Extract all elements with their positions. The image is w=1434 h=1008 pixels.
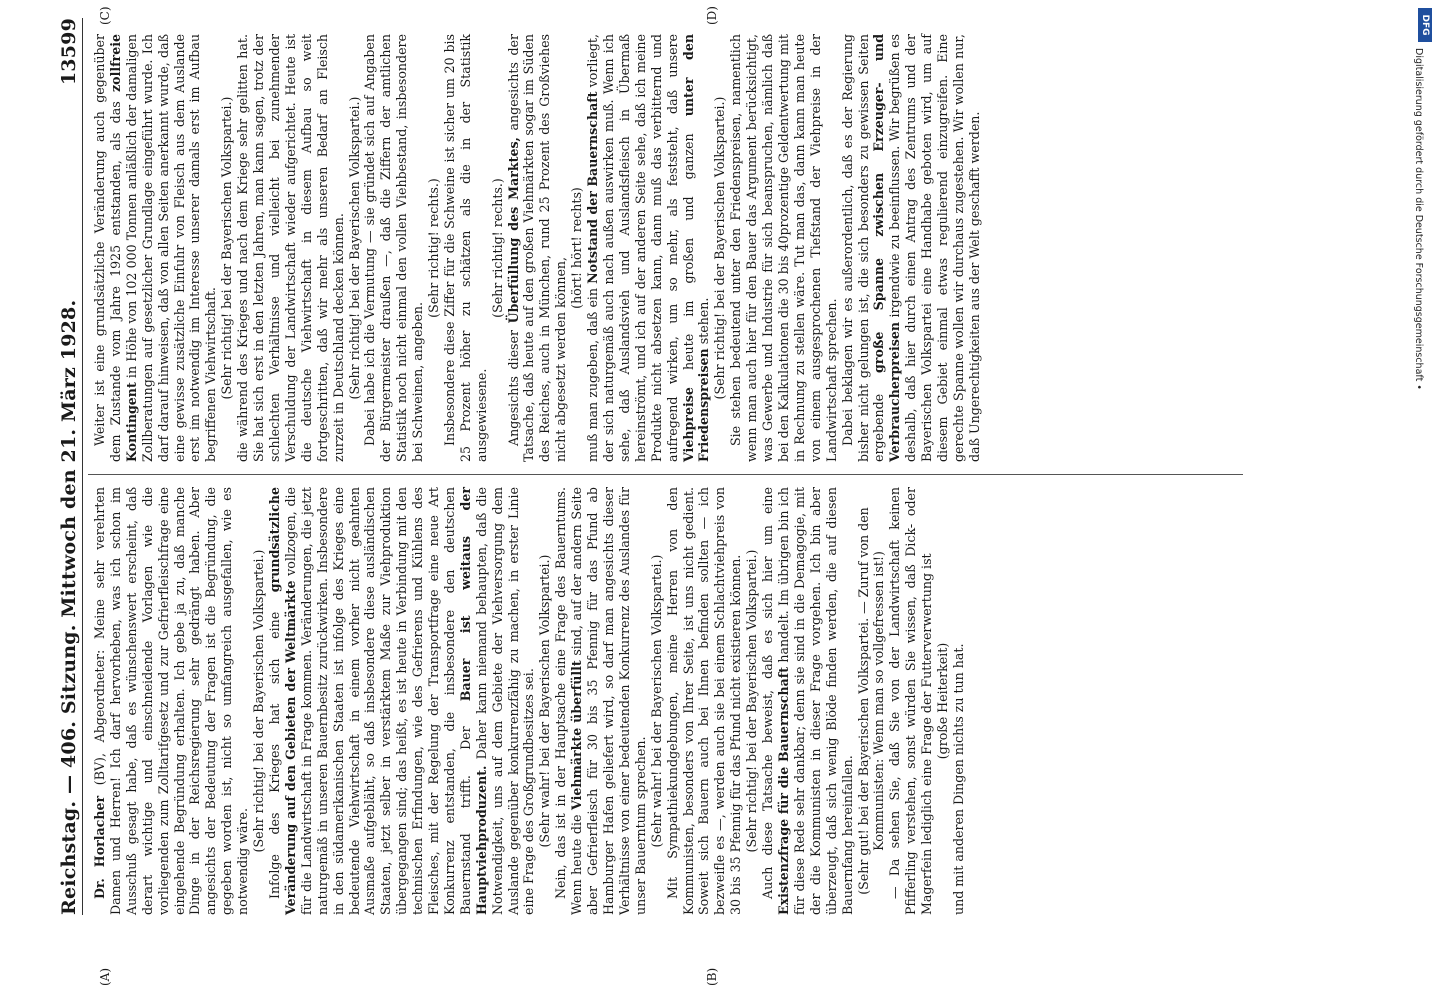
- margin-mark-b: (B): [705, 967, 719, 986]
- paragraph: [92, 34, 219, 462]
- dfg-logo-text: DFG: [1420, 14, 1430, 36]
- interjection: (Sehr richtig! rechts.): [489, 178, 505, 318]
- text: angesichts der Tatsache, daß heute auf den großen Viehmärkten sogar im Süden des Reiches, auch in München, rund 25 Prozent des Großviehes nicht abgesetzt werden können,: [505, 34, 569, 462]
- paragraph-text: (BV), Abgeordneter: Meine sehr verehrten Damen und Herren! Ich darf hervorheben, was ich schon im Ausschuß gesagt habe, daß es wünschenswert erscheint, daß derart wichtige und einschneidende Vorlagen wie die vorliegenden zum Zolltarifgesetz und zur Gefrierfleischfrage eine eingehende Begründung erhalten. Ich gebe ja zu, daß manche Dinge in der Reichsregierung sehr gedrängt haben. Aber angesichts der Bedeutung der Fragen ist die Begründung, die gegeben worden ist, nicht so umfangreich ausgefallen, wie es notwendig wäre.: [92, 487, 251, 915]
- left-column: [92, 487, 967, 915]
- text: vorliegt, der sich naturgemäß auch nach außen auswirken muß. Wenn ich sehe, daß Auslandsvieh und Auslandsfleisch in Übermaß hereinströmt, und ich auf der anderen Seite sehe, daß ich meine Produkte nicht absetzen kann, dann muß das verbitternd und aufregend wirken, um so mehr, als feststeht, daß unsere: [585, 34, 680, 462]
- paragraph: Sie stehen bedeutend unter den Friedenspreisen, namentlich wenn man auch hier für den Bauer das Argument berücksichtigt, was Gewerbe und Industrie für sich beanspruchen, nämlich daß bei den Kalkulationen die 30 bis 40prozentige Geldentwertung mit in Rechnung zu stellen wäre. Tut man das, dann kann man heute von einem ausgesprochenen Tiefstand der Viehpreise in der Landwirtschaft sprechen.: [728, 34, 839, 462]
- emphasis: große Spanne zwischen Erzeuger- und Verbraucherpreisen: [871, 34, 903, 462]
- emphasis: unter den Friedenspreisen: [680, 33, 712, 462]
- rotated-page: [40, 0, 1380, 1000]
- interjection: (Sehr richtig! bei der Bayerischen Volkspartei.): [251, 549, 267, 853]
- paragraph: [92, 487, 251, 915]
- paragraph: [506, 34, 570, 462]
- digitization-note-text: Digitalisierung gefördert durch die Deutsche Forschungsgemeinschaft •: [1413, 48, 1424, 390]
- interjection: (Sehr gut! bei der Bayerischen Volkspartei. — Zuruf von den Kommunisten: Wenn man so vollgefressen ist!): [855, 507, 887, 895]
- text: heute im großen und ganzen: [680, 116, 696, 388]
- text: Weiter ist eine grundsätzliche Veränderung auch gegenüber dem Zustande vom Jahre 1925 entstanden, als das: [92, 34, 123, 462]
- text: Auch diese Tatsache beweist, daß es sich hier um eine: [760, 487, 776, 899]
- paragraph: [585, 34, 712, 462]
- paragraph: Dabei habe ich die Vermutung — sie gründet sich auf Angaben der Bürgermeister draußen —, daß die Ziffern der amtlichen Statistik noch nicht einmal den vollen Viehbestand, insbesondere bei Schweinen, angeben.: [362, 34, 426, 462]
- text: Nein, das ist in der Hauptsache eine Frage des Bauerntums. Wenn heute die: [553, 487, 585, 915]
- margin-mark-d: (D): [705, 6, 719, 25]
- emphasis: Überfüllung des Marktes,: [505, 137, 521, 324]
- paragraph: und mit anderen Dingen nichts zu tun hat.: [950, 643, 966, 915]
- interjection: (Sehr richtig! bei der Bayerischen Volkspartei.): [219, 96, 235, 400]
- interjection: (Sehr wahr! bei der Bayerischen Volkspartei.): [648, 554, 664, 848]
- interjection: (hört! hört! rechts): [569, 187, 585, 309]
- paragraph: [760, 487, 855, 915]
- text: in Höhe von 102 000 Tonnen anläßlich der damaligen Zollberatungen auf gesetzlicher Grundlage eingeführt wurde. Ich darf darauf hinweisen, daß von allen Seiten anerkannt wurde, daß eine gewisse zusätzliche Einfuhr von Fleisch aus dem Auslande erst im notwendig im Interesse unserer damals erst im Aufbau begriffenen Viehwirtschaft.: [123, 34, 219, 462]
- interjection: (Sehr wahr! bei der Bayerischen Volkspartei.): [537, 554, 553, 848]
- paragraph: Insbesondere diese Ziffer für die Schweine ist sicher um 20 bis 25 Prozent höher zu schätzen als die in der Statistik ausgewiesene.: [441, 34, 489, 462]
- paragraph: Mit Sympathiekundgebungen, meine Herren von den Kommunisten, besonders von Ihrer Seite, ist uns nicht gedient. Soweit sich Bauern auch bei Ihnen befinden sollten — ich bezweifle es —, werden auch sie bei einem Schlachtviehpreis von 30 bis 35 Pfennig für das Pfund nicht existieren können.: [664, 487, 744, 915]
- emphasis: Notstand der Bauernschaft: [585, 91, 601, 284]
- interjection: (Sehr richtig! bei der Bayerischen Volkspartei.): [346, 96, 362, 400]
- emphasis: Viehpreise: [680, 387, 696, 462]
- paragraph: [267, 487, 537, 915]
- text: Dabei beklagen wir es außerordentlich, daß es der Regierung bisher nicht gelungen ist, die sich besonders zu gewissen Seiten ergebende: [839, 34, 887, 462]
- page-title: Reichstag. — 406. Sitzung. Mittwoch den 21. März 1928.: [58, 299, 80, 915]
- text: stehen.: [696, 297, 712, 349]
- paragraph: die während des Krieges und nach dem Kriege sehr gelitten hat. Sie hat sich erst in den letzten Jahren, man kann sagen, trotz der schlechten Verhältnisse und vielleicht bei zunehmender Verschuldung der Landwirtschaft wieder aufgerichtet. Heute ist die deutsche Viehwirtschaft in diesem Aufbau so weit fortgeschritten, daß wir mehr als unseren Bedarf an Fleisch zurzeit in Deutschland decken können.: [235, 34, 346, 462]
- text: Angesichts dieser: [505, 323, 521, 446]
- text: Infolge des Krieges hat sich eine: [266, 592, 282, 899]
- emphasis: Bauer ist weitaus der Hauptviehproduzent.: [457, 487, 489, 915]
- page-header: [48, 18, 84, 915]
- emphasis: Viehmärkte überfüllt: [569, 660, 585, 810]
- margin-mark-c: (C): [98, 6, 112, 25]
- page-number: 13599: [58, 18, 80, 86]
- interjection: (große Heiterkeit): [935, 642, 951, 760]
- paragraph: [840, 34, 983, 462]
- text: Daher kann niemand behaupten, daß die Notwendigkeit, uns auf dem Gebiete der Viehversorgung dem Auslande gegenüber konkurrenzfähig zu machen, in erster Linie eine Frage des Großgrundbesitzes sei.: [473, 487, 537, 915]
- paragraph: — Da sehen Sie, daß Sie von der Landwirtschaft keinen Pfifferling verstehen, sonst würden Sie wissen, daß Dick- oder Magerfein lediglich eine Frage der Futterverwertung ist: [887, 487, 935, 915]
- digitization-note: [1410, 48, 1430, 1008]
- emphasis: zollfreie Kontingent: [107, 34, 139, 462]
- text: handelt. Im übrigen bin ich für diese Rede sehr dankbar; denn sie sind in die Demagogie, mit der die Kommunisten in dieser Frage vorgehen. Ich bin aber überzeugt, daß sich wenig Blöde finden werden, die auf diesen Bauernfang hereinfallen.: [775, 487, 855, 915]
- speaker-name: Dr. Horlacher: [92, 795, 107, 899]
- interjection: (Sehr richtig! rechts.): [426, 178, 442, 318]
- paragraph: [553, 487, 648, 915]
- text: irgendwie zu beeinflussen. Wir begrüßen es deshalb, daß hier durch einen Antrag des Zentrums und der Bayerischen Volkspartei eine Handhabe geboten wird, um auf diesem Gebiet einmal etwas regulierend einzugreifen. Eine gerechte Spanne wollen wir durchaus zugestehen. Wir wollen nur, daß Ungerechtigkeiten aus der Welt geschafft werden.: [887, 34, 982, 462]
- interjection: (Sehr richtig! bei der Bayerischen Volkspartei.): [744, 549, 760, 853]
- dfg-logo: [1418, 8, 1432, 42]
- text: sind, auf der andern Seite aber Gefrierfleisch für 30 bis 35 Pfennig für das Pfund ab Hamburger Hafen geliefert wird, so darf man angesichts dieser Verhältnisse von einer bedeutenden Konkurrenz des Auslandes für unser Bauerntum sprechen.: [569, 487, 648, 915]
- text: vollzogen, die für die Landwirtschaft in Frage kommen. Veränderungen, die jetzt naturgemäß in unseren Bauernbesitz zurückwirken. Insbesondere in den südamerikanischen Staaten ist infolge des Krieges eine bedeutende Viehwirtschaft in einem vorher nicht geahnten Ausmaße aufgebläht, so daß insbesondere diese ausländischen Staaten, jetzt selber in verstärktem Maße zur Viehproduktion übergegangen sind; das heißt, es ist heute in Verbindung mit den technischen Erfindungen, wie des Gefrierens und Kühlens des Fleisches, mit der Regelung der Transportfrage eine neue Art Konkurrenz entstanden, die insbesondere den deutschen Bauernstand trifft. Der: [282, 487, 473, 915]
- margin-mark-a: (A): [98, 967, 112, 986]
- text: muß man zugeben, daß ein: [585, 283, 601, 462]
- column-divider: [88, 474, 1243, 475]
- right-column: [92, 34, 983, 462]
- header-rule: [82, 18, 83, 915]
- emphasis: grundsätzliche Veränderung auf den Gebieten der Weltmärkte: [266, 487, 298, 915]
- interjection: (Sehr richtig! bei der Bayerischen Volkspartei.): [712, 96, 728, 400]
- emphasis: Existenzfrage für die Bauernschaft: [775, 666, 791, 915]
